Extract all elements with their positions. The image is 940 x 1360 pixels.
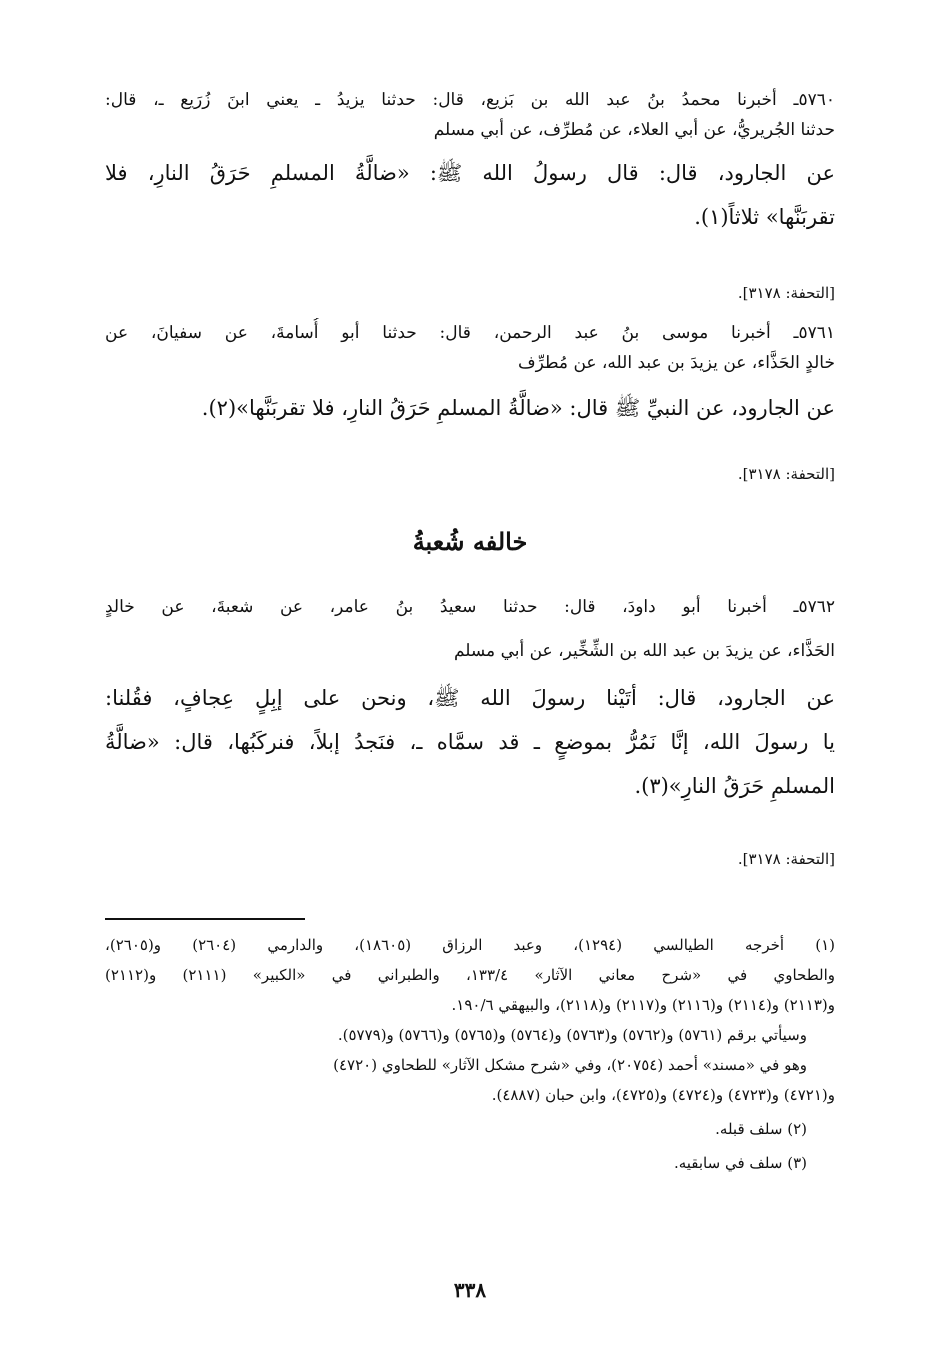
matn-line: المسلمِ حَرَقُ النارِ»(٣). (634, 774, 835, 798)
matn-line: عن الجارود، عن النبيِّ ﷺ قال: «ضالَّةُ المسلمِ حَرَقُ النارِ، فلا تقربَنَّها»(٢). (201, 396, 835, 420)
hadith-5762 (105, 592, 835, 808)
isnad-line: ٥٧٦٢ـ أخبرنا أبو داودَ، قال: حدثنا سعيدُ بنُ عامر، عن شعبةَ، عن خالدٍ (105, 597, 835, 617)
footnote-line: (٣) سلف في سابقيه. (673, 1154, 807, 1172)
footnote-line: والطحاوي في «شرح معاني الآثار» ١٣٣/٤، والطبراني في «الكبير» (٢١١١) و(٢١١٢) (105, 966, 835, 984)
footnote-line: و(٢١١٣) و(٢١١٤) و(٢١١٦) و(٢١١٧) و(٢١١٨)، والبيهقي ١٩٠/٦. (451, 996, 835, 1014)
footnote-line: وسيأتي برقم (٥٧٦١) و(٥٧٦٢) و(٥٧٦٣) و(٥٧٦٤) و(٥٧٦٥) و(٥٧٦٦) و(٥٧٧٩). (337, 1026, 807, 1044)
tuhfa-reference: [التحفة: ٣١٧٨]. (737, 465, 835, 483)
footnote-line: (٢) سلف قبله. (715, 1120, 807, 1138)
isnad-line: ٥٧٦١ـ أخبرنا موسى بنُ عبد الرحمن، قال: حدثنا أبو أُسامةَ، عن سفيانَ، عن (105, 323, 835, 343)
matn-line: يا رسولَ الله، إنَّا نَمُرُّ بموضعٍ ـ قد سمَّاه ـ، فنَجدُ إبلاً، فنركَبُها، قال: «ضالَّةُ (105, 730, 835, 754)
tuhfa-reference: [التحفة: ٣١٧٨]. (737, 284, 835, 302)
footnote-line: (١) أخرجه الطيالسي (١٢٩٤)، وعبد الرزاق (١٨٦٠٥)، والدارمي (٢٦٠٤) و(٢٦٠٥)، (105, 936, 835, 954)
section-heading: خالفه شُعبةُ (412, 527, 528, 556)
matn-line: تقربَنَّها» ثلاثاً(١). (694, 205, 835, 229)
footnote-line: و(٤٧٢١) و(٤٧٢٣) و(٤٧٢٤) و(٤٧٢٥)، وابن حبان (٤٨٨٧). (491, 1086, 835, 1104)
isnad-line: الحَذَّاء، عن يزيدَ بن عبد الله بن الشِّخِّير، عن أبي مسلم (453, 641, 835, 661)
footnote-separator (105, 918, 305, 920)
matn-line: عن الجارود، قال: أتَيْنا رسولَ الله ﷺ، ونحن على إبِلٍ عِجافٍ، فقُلنا: (105, 686, 835, 710)
isnad-line: حدثنا الجُريريُّ، عن أبي العلاء، عن مُطرِّف، عن أبي مسلم (433, 120, 835, 140)
isnad-line: خالدٍ الحَذَّاء، عن يزيدَ بن عبد الله، عن مُطرِّف (517, 353, 835, 373)
hadith-5760 (105, 85, 835, 239)
footnote-line: وهو في «مسند» أحمد (٢٠٧٥٤)، وفي «شرح مشكل الآثار» للطحاوي (٤٧٢٠) (333, 1056, 807, 1074)
tuhfa-reference: [التحفة: ٣١٧٨]. (737, 850, 835, 868)
hadith-5761 (105, 318, 835, 430)
isnad-line: ٥٧٦٠ـ أخبرنا محمدُ بنُ عبد الله بن بَزيع، قال: حدثنا يزيدُ ـ يعني ابنَ زُرَيع ـ، قال: (105, 90, 835, 110)
matn-line: عن الجارود، قال: قال رسولُ الله ﷺ: «ضالَّةُ المسلمِ حَرَقُ النارِ، فلا (105, 161, 835, 185)
page-number: ٣٣٨ (453, 1278, 487, 1302)
footnotes (105, 930, 835, 1178)
